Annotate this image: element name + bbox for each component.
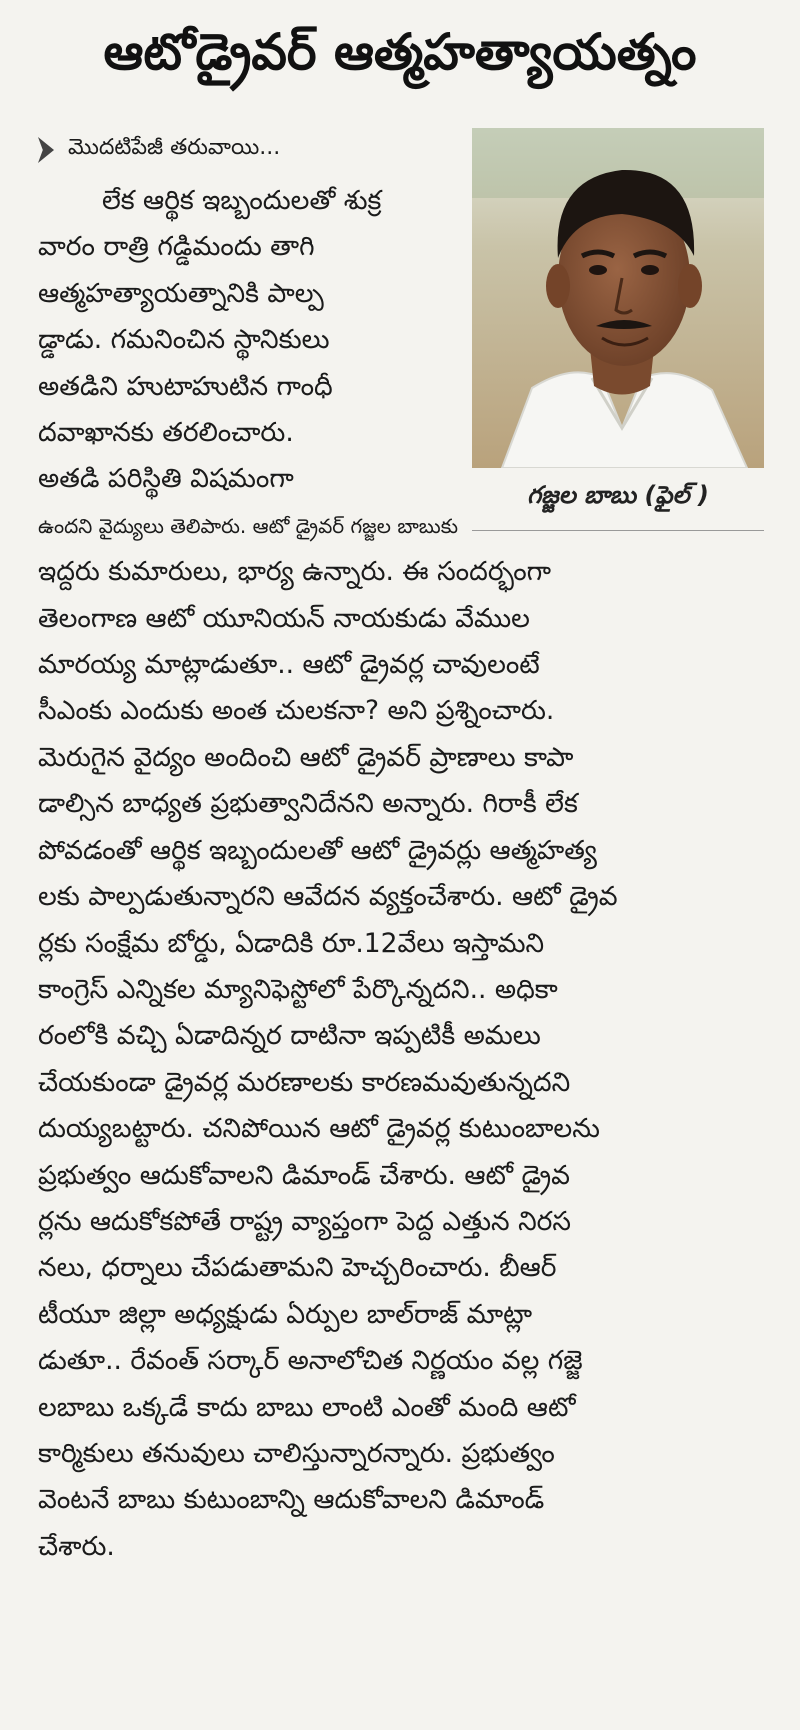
article-line: డుతూ.. రేవంత్ సర్కార్ అనాలోచిత నిర్ణయం వల్ల గజ్జె [38,1345,583,1377]
article-line: దవాఖానకు తరలించారు. [38,417,294,449]
continuation-kicker [38,128,458,172]
headline: ఆటోడ్రైవర్ ఆత్మహత్యాయత్నం [103,22,697,81]
article-line: మెరుగైన వైద్యం అందించి ఆటో డ్రైవర్ ప్రాణాలు కాపా [38,741,574,773]
article-line: రంలోకి వచ్చి ఏడాదిన్నర దాటినా ఇప్పటికీ అమలు [38,1020,541,1052]
article-line: కాంగ్రెస్ ఎన్నికల మ్యానిఫెస్టోలో పేర్కొన్నదని.. అధికా [38,973,558,1005]
article-line: ర్లను ఆదుకోకపోతే రాష్ట్ర వ్యాప్తంగా పెద్ద ఎత్తున నిరస [38,1205,572,1237]
article-line: ర్లకు సంక్షేమ బోర్డు, ఏడాదికి రూ.12వేలు ఇస్తామని [38,927,545,959]
article-line: లకు పాల్పడుతున్నారని ఆవేదన వ్యక్తంచేశారు. ఆటో డ్రైవ [38,881,618,913]
arrow-right-icon [38,137,54,163]
article-line: చేశారు. [38,1530,115,1562]
article-line: తెలంగాణ ఆటో యూనియన్ నాయకుడు వేముల [38,602,530,634]
article-line: ఇద్దరు కుమారులు, భార్య ఉన్నారు. ఈ సందర్భంగా [38,556,552,588]
article-line: పోవడంతో ఆర్థిక ఇబ్బందులతో ఆటో డ్రైవర్లు ఆత్మహత్య [38,834,597,866]
article-line: మారయ్య మాట్లాడుతూ.. ఆటో డ్రైవర్ల చావులంటే [38,649,540,681]
article-line: లబాబు ఒక్కడే కాదు బాబు లాంటి ఎంతో మంది ఆటో [38,1391,576,1423]
article-line: కార్మికులు తనువులు చాలిస్తున్నారన్నారు. ప్రభుత్వం [38,1437,555,1469]
article-line: ప్రభుత్వం ఆదుకోవాలని డిమాండ్ చేశారు. ఆటో డ్రైవ [38,1159,570,1191]
article-line: వారం రాత్రి గడ్డిమందు తాగి [38,231,315,263]
article-line: దుయ్యబట్టారు. చనిపోయిన ఆటో డ్రైవర్ల కుటుంబాలను [38,1113,600,1145]
article-body [38,178,764,1570]
kicker-text: మొదటిపేజీ తరువాయి... [68,135,281,160]
photo-float-spacer [464,178,764,530]
article-line: డాల్సిన బాధ్యత ప్రభుత్వానిదేనని అన్నారు. గిరాకీ లేక [38,788,578,820]
article-line: అతడిని హుటాహుటిన గాంధీ [38,370,333,402]
article-line: అతడి పరిస్థితి విషమంగా [38,463,294,495]
article-line: లేక ఆర్థిక ఇబ్బందులతో శుక్ర [102,185,382,216]
article-line: చేయకుండా డ్రైవర్ల మరణాలకు కారణమవుతున్నదని [38,1066,571,1098]
article-line: ఉందని వైద్యులు తెలిపారు. ఆటో డ్రైవర్ గజ్జల బాబుకు [38,513,459,538]
article-line: వెంటనే బాబు కుటుంబాన్ని ఆదుకోవాలని డిమాండ్ [38,1484,545,1516]
article-line: టీయూ జిల్లా అధ్యక్షుడు ఏర్పుల బాల్‌రాజ్ మాట్లా [38,1298,533,1330]
article-line: ఆత్మహత్యాయత్నానికి పాల్ప [38,277,324,309]
photo-caption: గజ్జల బాబు (ఫైల్ ) [527,481,709,509]
article-line: డ్డాడు. గమనించిన స్థానికులు [38,324,330,356]
article-line: సీఎంకు ఎందుకు అంత చులకనా? అని ప్రశ్నించారు. [38,695,555,727]
article-line: నలు, ధర్నాలు చేపడుతామని హెచ్చరించారు. బీఆర్ [38,1252,557,1284]
